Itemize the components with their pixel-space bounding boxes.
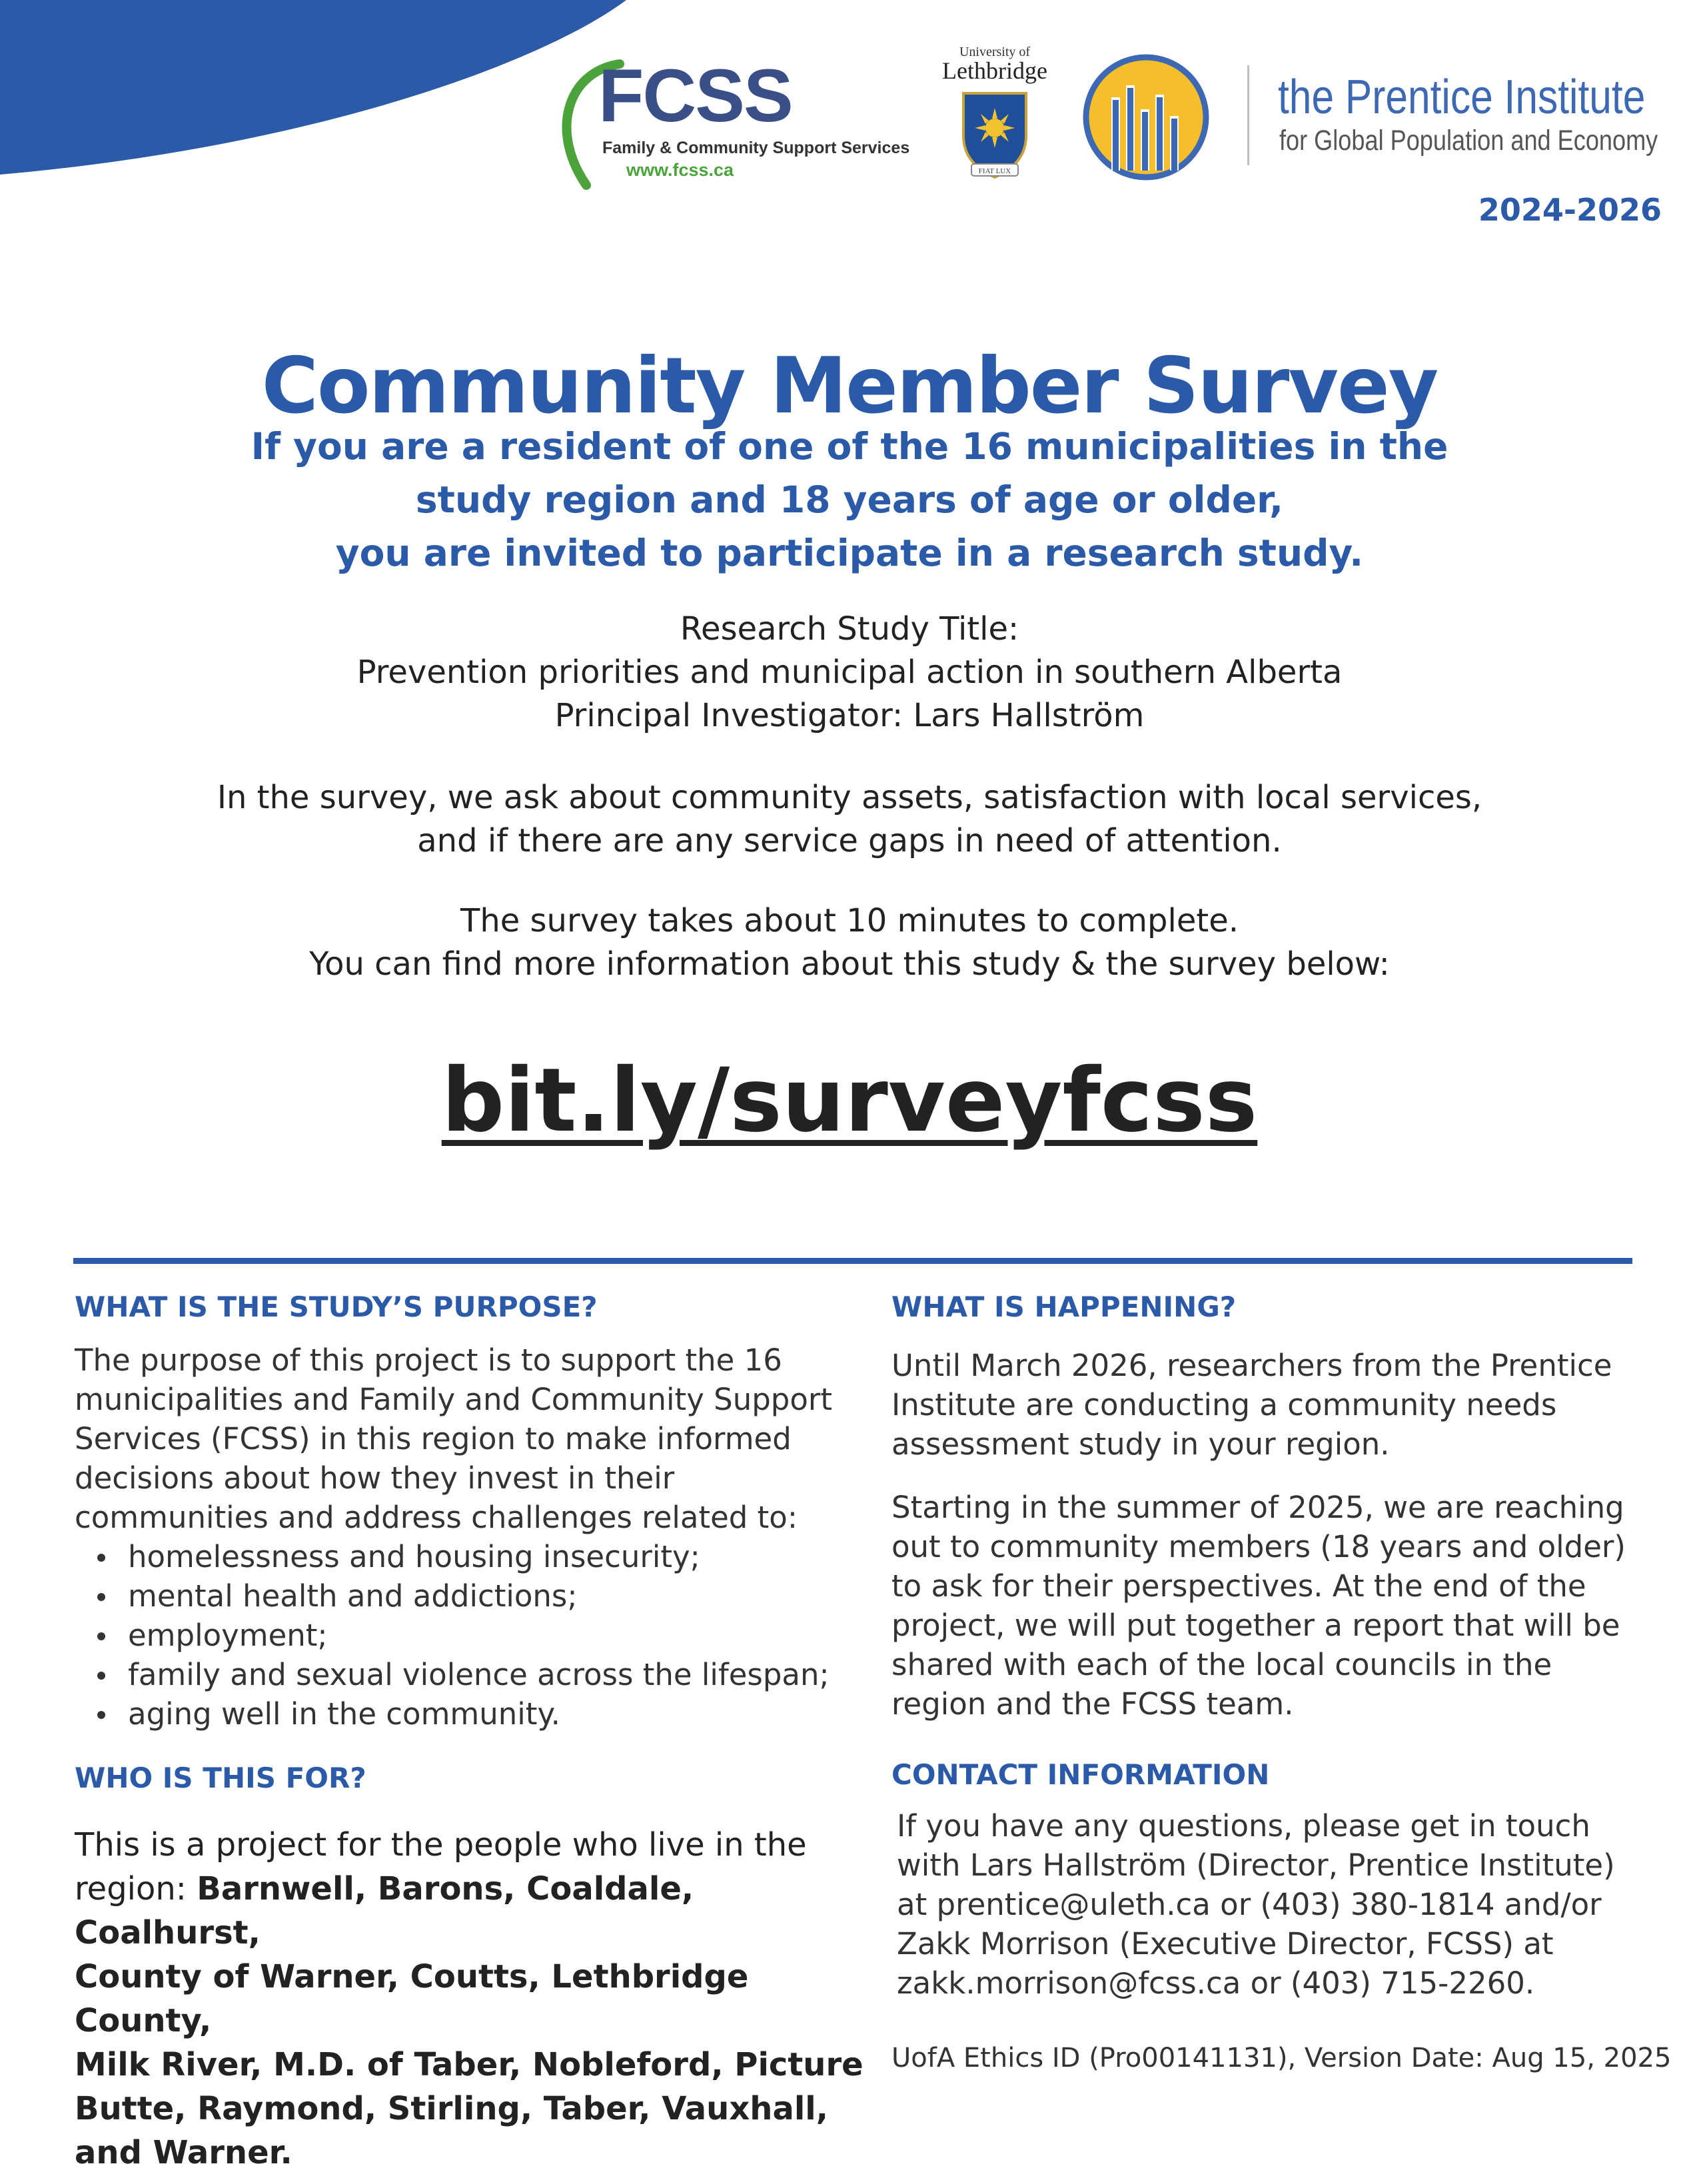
description-line: In the survey, we ask about community assets, satisfaction with local services,: [217, 779, 1482, 816]
prentice-globe-icon: [1079, 51, 1213, 184]
list-item: homelessness and housing insecurity;: [128, 1537, 874, 1576]
uleth-name: Lethbridge: [942, 57, 1047, 84]
right-column: [891, 1289, 1672, 2074]
survey-link-block: [0, 1049, 1699, 1152]
happening-line: region and the FCSS team.: [891, 1686, 1294, 1722]
logo-divider: [1247, 65, 1249, 165]
invitation-line: you are invited to participate in a research study.: [335, 532, 1364, 574]
municipality-list: Butte, Raymond, Stirling, Taber, Vauxhall,: [75, 2090, 828, 2128]
prentice-name: the Prentice Institute: [1278, 71, 1646, 124]
purpose-text: [75, 1341, 874, 1537]
list-item: employment;: [128, 1616, 874, 1655]
study-title-label: Research Study Title:: [680, 610, 1019, 648]
who-heading: WHO IS THIS FOR?: [75, 1761, 366, 1794]
list-item: family and sexual violence across the lifespan;: [128, 1655, 874, 1694]
fcss-subtitle: Family & Community Support Services: [602, 139, 910, 157]
purpose-line: decisions about how they invest in their: [75, 1460, 675, 1496]
purpose-line: The purpose of this project is to support the 16: [75, 1342, 782, 1378]
principal-investigator: Principal Investigator: Lars Hallström: [554, 697, 1145, 734]
happening-paragraph-2: [891, 1488, 1651, 1724]
municipality-list: County of Warner, Coutts, Lethbridge County,: [75, 1958, 749, 2040]
prentice-subtitle: for Global Population and Economy: [1279, 125, 1658, 157]
municipality-list: Barnwell, Barons, Coaldale, Coalhurst,: [75, 1870, 694, 1952]
who-line: [75, 2131, 874, 2175]
duration-line: The survey takes about 10 minutes to complete.: [460, 902, 1239, 939]
who-line: [75, 2043, 874, 2087]
purpose-line: communities and address challenges related to:: [75, 1499, 798, 1535]
contact-line: with Lars Hallström (Director, Prentice Institute): [897, 1848, 1615, 1884]
happening-line: project, we will put together a report that will be: [891, 1607, 1620, 1643]
uleth-motto: FIAT LUX: [978, 167, 1011, 175]
happening-heading: WHAT IS HAPPENING?: [891, 1291, 1237, 1323]
invitation-line: study region and 18 years of age or older,: [415, 478, 1284, 521]
uleth-top-line: University of: [959, 45, 1031, 59]
fcss-logo: [546, 54, 919, 192]
ethics-footer: UofA Ethics ID (Pro00141131), Version Date: Aug 15, 2025: [891, 2043, 1672, 2074]
contact-heading: CONTACT INFORMATION: [891, 1758, 1270, 1791]
who-text: [75, 1823, 874, 2175]
who-line: [75, 2087, 874, 2131]
invitation: [0, 420, 1699, 580]
study-title: Prevention priorities and municipal action in southern Alberta: [356, 654, 1343, 691]
happening-line: out to community members (18 years and older): [891, 1528, 1626, 1564]
happening-line: shared with each of the local councils in the: [891, 1646, 1552, 1682]
survey-description: [0, 776, 1699, 863]
purpose-line: Services (FCSS) in this region to make informed: [75, 1420, 792, 1456]
shield-icon: [958, 89, 1031, 183]
left-column: [75, 1289, 874, 2175]
page-title: Community Member Survey: [261, 340, 1438, 431]
purpose-line: municipalities and Family and Community Support: [75, 1381, 833, 1417]
municipality-list: Milk River, M.D. of Taber, Nobleford, Picture: [75, 2046, 863, 2084]
section-divider: [73, 1258, 1632, 1264]
happening-paragraph-1: [891, 1346, 1651, 1464]
study-info: [0, 608, 1699, 738]
uleth-logo: [938, 45, 1051, 199]
happening-line: Until March 2026, researchers from the Prentice: [891, 1347, 1612, 1383]
description-line: and if there are any service gaps in need of attention.: [417, 822, 1282, 859]
invitation-line: If you are a resident of one of the 16 municipalities in the: [251, 425, 1448, 468]
who-line: [75, 1867, 874, 1955]
challenge-list: [75, 1537, 874, 1734]
list-item: mental health and addictions;: [128, 1576, 874, 1616]
who-line-prefix: region:: [75, 1870, 197, 1908]
purpose-heading: WHAT IS THE STUDY’S PURPOSE?: [75, 1291, 598, 1323]
contact-line: zakk.morrison@fcss.ca or (403) 715-2260.: [897, 1965, 1535, 2001]
years-label: 2024-2026: [1478, 192, 1662, 228]
survey-link[interactable]: bit.ly/surveyfcss: [441, 1049, 1258, 1152]
contact-line: If you have any questions, please get in touch: [897, 1808, 1590, 1844]
contact-line: Zakk Morrison (Executive Director, FCSS) at: [897, 1926, 1554, 1962]
info-line: You can find more information about this study & the survey below:: [309, 945, 1390, 983]
logo-row: [546, 39, 1679, 192]
corner-swoosh: [0, 0, 626, 180]
happening-line: assessment study in your region.: [891, 1426, 1390, 1462]
happening-line: to ask for their perspectives. At the end of the: [891, 1568, 1586, 1604]
list-item: aging well in the community.: [128, 1694, 874, 1734]
municipality-list: and Warner.: [75, 2134, 292, 2172]
contact-text: [891, 1806, 1651, 2003]
who-line: [75, 1955, 874, 2043]
happening-line: Starting in the summer of 2025, we are reaching: [891, 1489, 1624, 1525]
who-line: This is a project for the people who live in the: [75, 1826, 807, 1864]
contact-line: at prentice@uleth.ca or (403) 380-1814 and/or: [897, 1887, 1602, 1923]
fcss-url: www.fcss.ca: [626, 160, 734, 180]
survey-duration: [0, 899, 1699, 986]
happening-line: Institute are conducting a community needs: [891, 1386, 1557, 1422]
fcss-wordmark: FCSS: [598, 54, 792, 137]
